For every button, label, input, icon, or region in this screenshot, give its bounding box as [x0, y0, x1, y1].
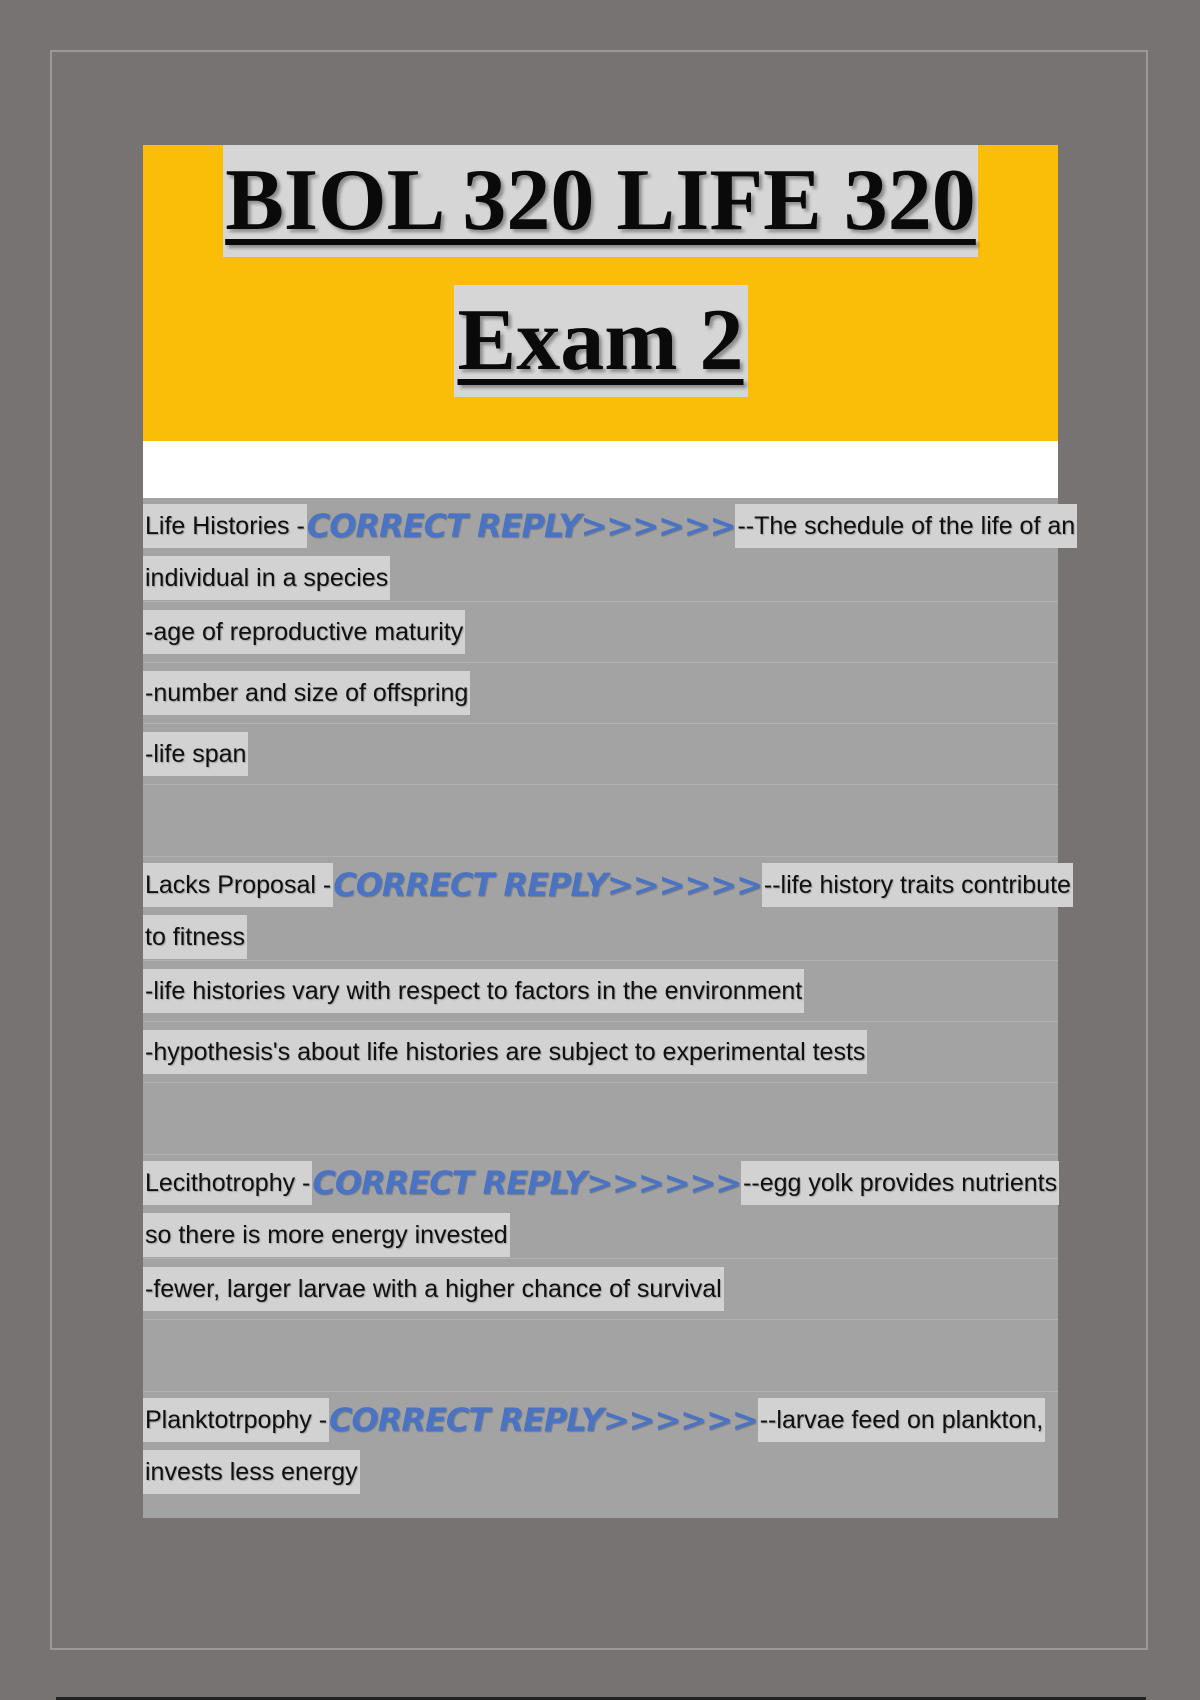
correct-reply-label: CORRECT REPLY>>>>>>	[306, 507, 736, 545]
title-line-2-container	[143, 285, 1058, 397]
correct-reply-label: CORRECT REPLY>>>>>>	[333, 866, 762, 904]
entry-bullet: -life span	[143, 732, 248, 776]
entry-term: Lecithotrophy -	[143, 1161, 312, 1205]
entry-bullet: -hypothesis's about life histories are subject to experimental tests	[143, 1030, 867, 1074]
page-subtitle: Exam 2	[454, 285, 748, 397]
title-line-1-container	[143, 145, 1058, 257]
entry-answer-continued: to fitness	[143, 915, 247, 959]
entry-term: Lacks Proposal -	[143, 863, 333, 907]
correct-reply-label: CORRECT REPLY>>>>>>	[329, 1401, 758, 1439]
entry-answer-continued: individual in a species	[143, 556, 390, 600]
entry-answer: --The schedule of the life of an	[735, 504, 1077, 548]
flashcard-list	[143, 498, 1076, 1518]
header-separator	[143, 441, 1058, 498]
entry-line	[143, 1392, 1058, 1448]
entry-bullet: -life histories vary with respect to factors in the environment	[143, 969, 804, 1013]
entry-line	[143, 602, 1058, 663]
entry-term: Life Histories -	[143, 504, 307, 548]
entry-line	[143, 554, 1058, 602]
blank-line	[143, 1320, 1058, 1392]
blank-line	[143, 1083, 1058, 1155]
entry-term: Planktotrpophy -	[143, 1398, 329, 1442]
entry-line	[143, 1448, 1058, 1496]
entry-line	[143, 1259, 1058, 1320]
entry-line	[143, 724, 1058, 785]
entry-line	[143, 913, 1058, 961]
entry-line	[143, 857, 1071, 913]
entry-line	[143, 1211, 1058, 1259]
title-banner	[143, 145, 1058, 441]
entry-line	[143, 663, 1058, 724]
blank-line	[143, 785, 1058, 857]
entry-line	[143, 498, 1076, 554]
entry-line	[143, 961, 1058, 1022]
entry-answer: --egg yolk provides nutrients	[741, 1161, 1059, 1205]
entry-line	[143, 1155, 1058, 1211]
entry-bullet: -fewer, larger larvae with a higher chance of survival	[143, 1267, 724, 1311]
entry-answer: --larvae feed on plankton,	[758, 1398, 1046, 1442]
entry-answer-continued: so there is more energy invested	[143, 1213, 510, 1257]
entry-line	[143, 1022, 1058, 1083]
entry-answer: --life history traits contribute	[762, 863, 1073, 907]
correct-reply-label: CORRECT REPLY>>>>>>	[312, 1164, 742, 1202]
document	[143, 145, 1076, 1518]
entry-answer-continued: invests less energy	[143, 1450, 360, 1494]
entry-bullet: -age of reproductive maturity	[143, 610, 465, 654]
page-title: BIOL 320 LIFE 320	[223, 145, 978, 257]
entry-bullet: -number and size of offspring	[143, 671, 470, 715]
